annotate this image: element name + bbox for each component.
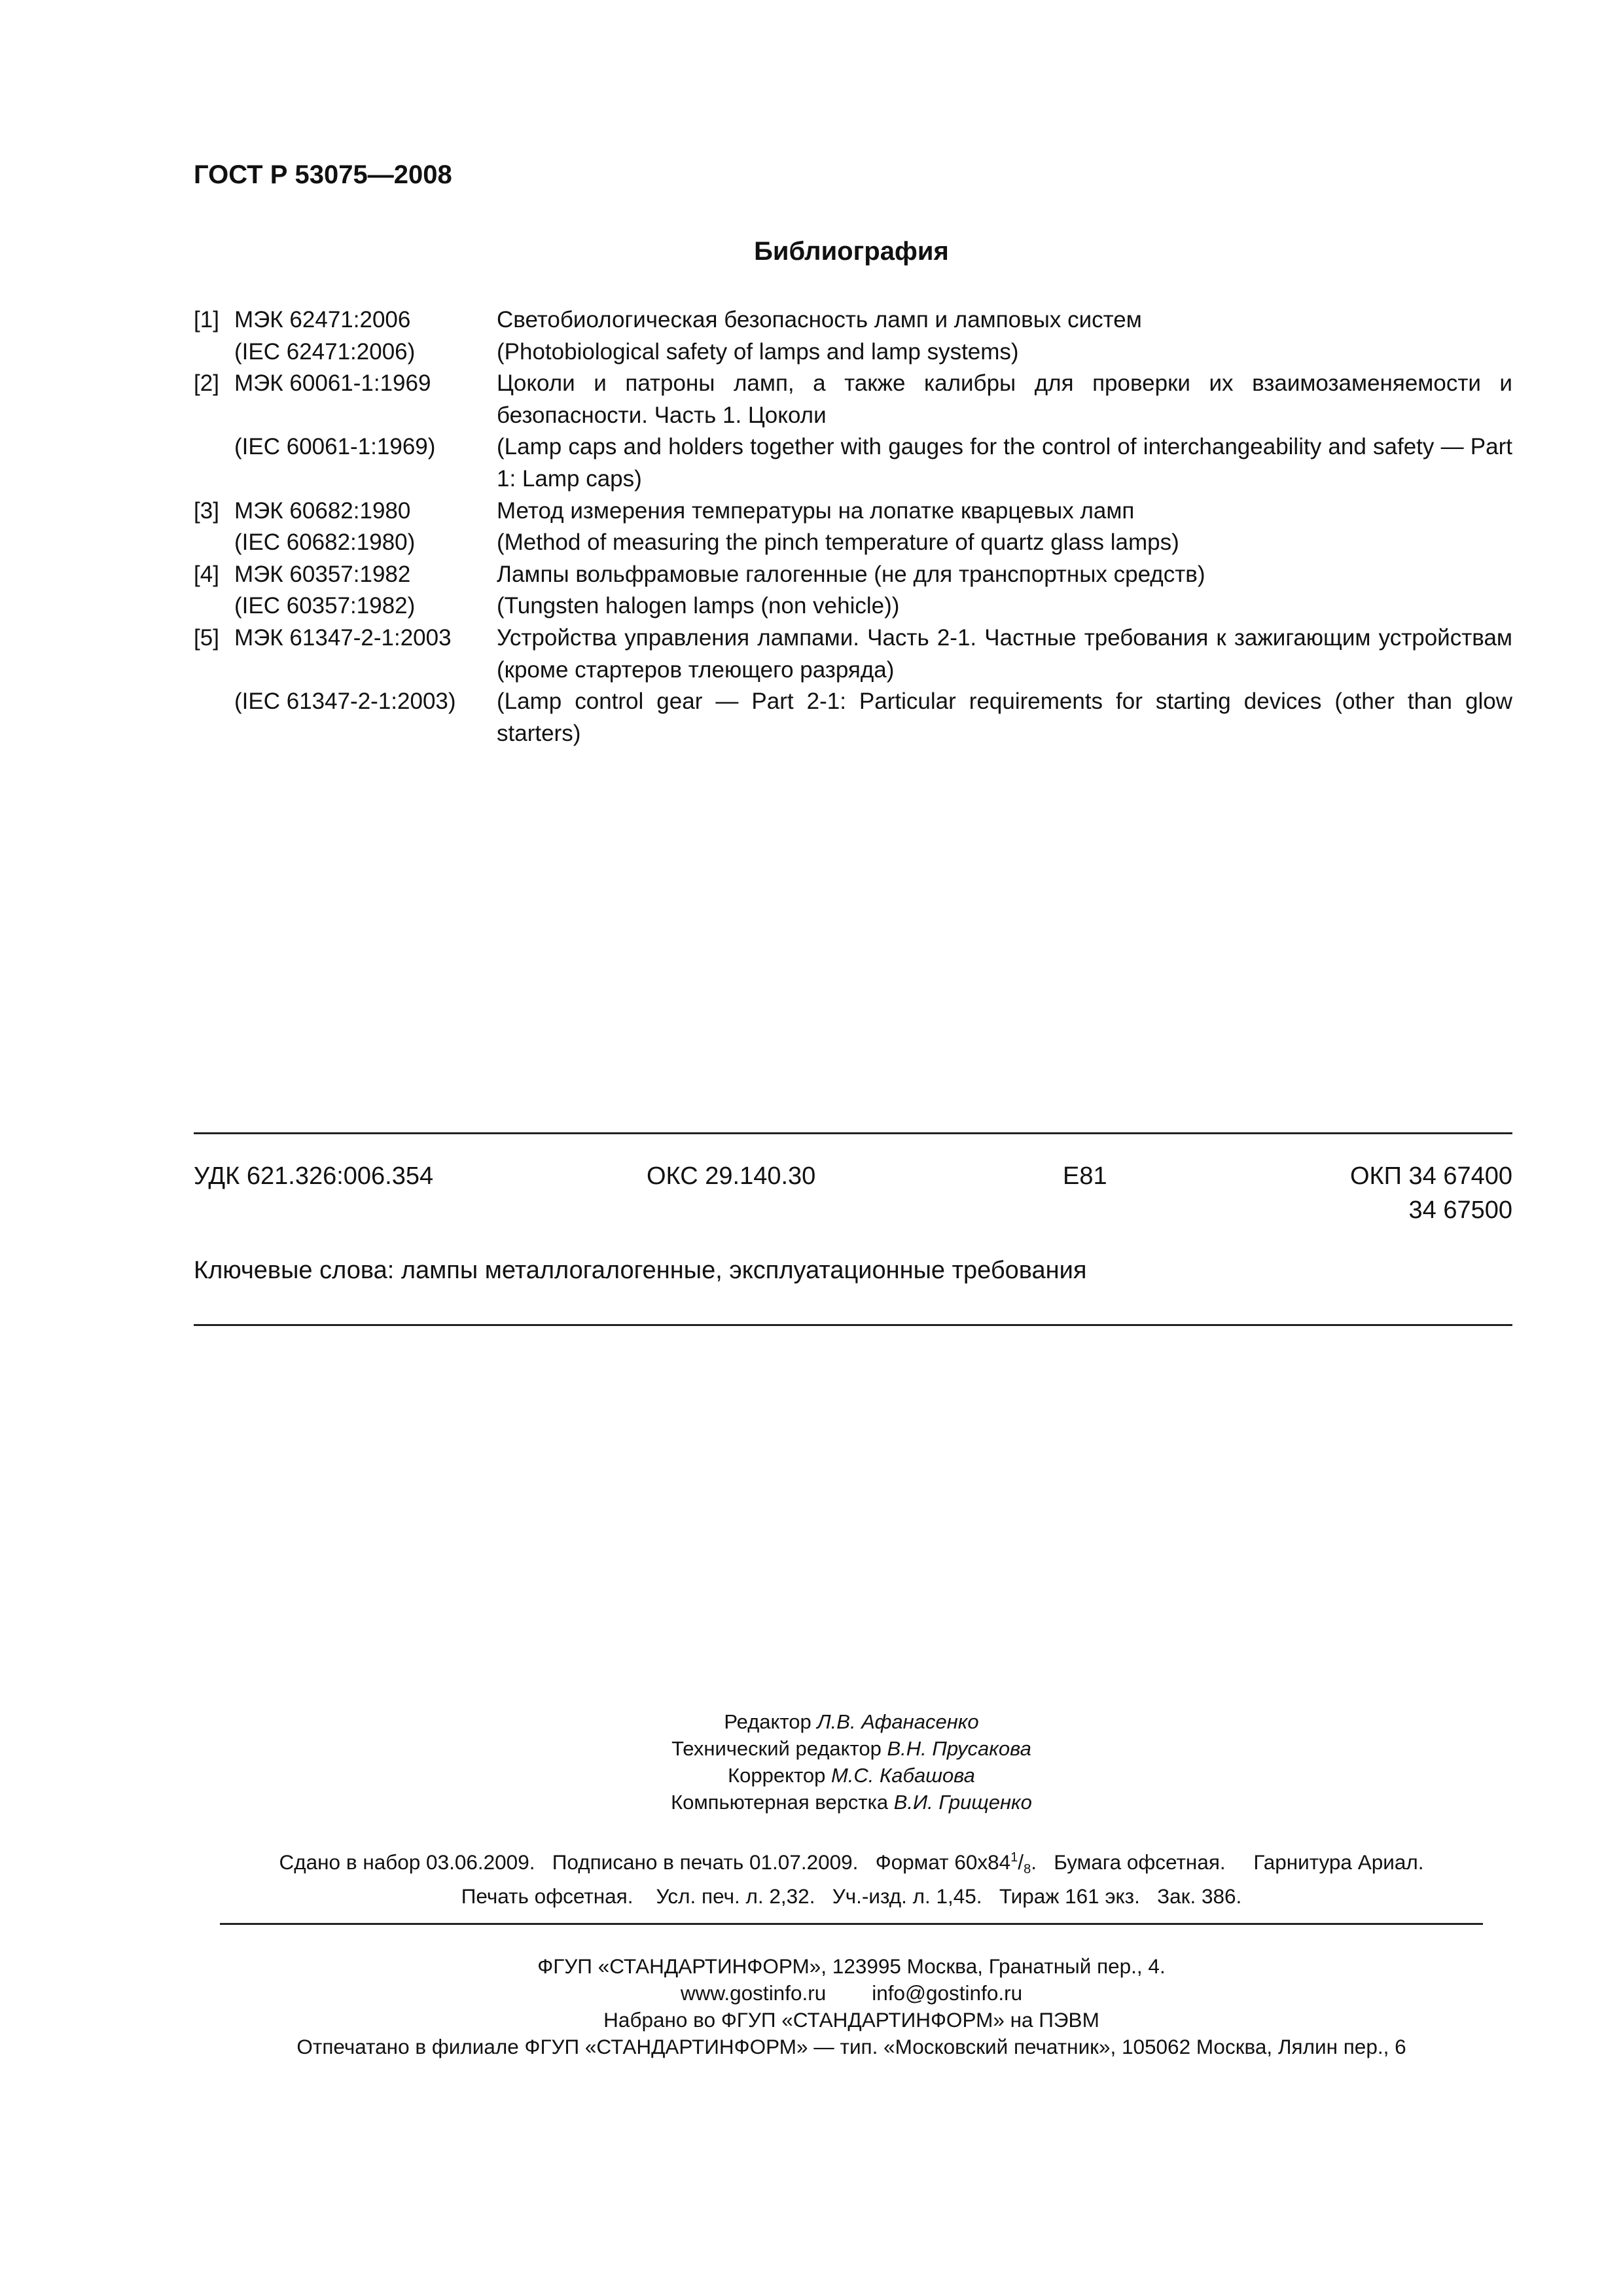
bib-description-original: (Lamp caps and holders together with gauges for the control of interchangeability and safety — Part 1: Lamp caps) [497, 434, 1512, 492]
keywords: Ключевые слова: лампы металлогалогенные, эксплуатационные требования [194, 1257, 1087, 1284]
corrector-name: М.С. Кабашова [830, 1764, 975, 1787]
bib-reference: МЭК 60061-1:1969 [234, 370, 431, 397]
bib-description: Светобиологическая безопасность ламп и ламповых систем [497, 307, 1142, 332]
print-info-line-1 [0, 1844, 1623, 1883]
editor-label: Редактор [724, 1710, 812, 1733]
signed-date: Подписано в печать 01.07.2009. [552, 1850, 859, 1874]
bib-description: Лампы вольфрамовые галогенные (не для транспортных средств) [497, 561, 1205, 587]
bib-entry-original [194, 590, 1512, 622]
bib-reference-original: (IEC 61347-2-1:2003) [234, 689, 456, 715]
tech-editor-name: В.Н. Прусакова [887, 1737, 1031, 1760]
bib-description: Цоколи и патроны ламп, а также калибры для проверки их взаимозаменяемости и безопасности. Часть 1. Цоколи [497, 370, 1512, 428]
printed-info: Отпечатано в филиале ФГУП «СТАНДАРТИНФОРМ» — тип. «Московский печатник», 105062 Москва, Лялин пер., 6 [296, 2035, 1406, 2058]
bib-reference: МЭК 60357:1982 [234, 561, 411, 587]
bib-entry-original [194, 527, 1512, 559]
bib-reference-original: (IEC 60061-1:1969) [234, 434, 436, 460]
format-info: Формат $60x84^1/_8$. [875, 1850, 1037, 1876]
oks-code: ОКС 29.140.30 [647, 1162, 816, 1190]
udk-code: УДК 621.326:006.354 [194, 1162, 434, 1190]
bibliography-list [194, 304, 1512, 749]
group-code: Е81 [1063, 1162, 1107, 1190]
tech-editor-line [0, 1735, 1623, 1762]
bib-description-original: (Method of measuring the pinch temperature of quartz glass lamps) [497, 529, 1179, 556]
layout-name: В.И. Грищенко [893, 1791, 1032, 1814]
okp-code-1: ОКП 34 67400 [1349, 1162, 1512, 1190]
bib-reference-original: (IEC 60682:1980) [234, 529, 416, 556]
bib-entry [194, 495, 1512, 528]
order-info: Зак. 386. [1157, 1884, 1242, 1908]
corrector-line [0, 1762, 1623, 1789]
corrector-label: Корректор [728, 1764, 826, 1787]
bib-entry-original [194, 686, 1512, 749]
divider [220, 1923, 1483, 1925]
layout-line [0, 1789, 1623, 1816]
layout-label: Компьютерная верстка [671, 1791, 889, 1814]
sheets-info: Усл. печ. л. 2,32. [656, 1884, 815, 1908]
print-type: Печать офсетная. [461, 1884, 633, 1908]
typeface-info: Гарнитура Ариал. [1253, 1850, 1424, 1874]
bib-reference-original: (IEC 62471:2006) [234, 338, 416, 365]
print-info [0, 1844, 1623, 1910]
bib-description-original: (Photobiological safety of lamps and lamp systems) [497, 338, 1019, 365]
publisher-email: info@gostinfo.ru [872, 1981, 1023, 2005]
bib-description: Метод измерения температуры на лопатке кварцевых ламп [497, 497, 1135, 524]
circulation-info: Тираж 161 экз. [999, 1884, 1140, 1908]
bib-entry [194, 368, 1512, 431]
okp-code-2: 34 67500 [1408, 1196, 1512, 1224]
format-prefix: Формат 60x84 [875, 1850, 1011, 1874]
editor-name: Л.В. Афанасенко [817, 1710, 979, 1733]
bib-reference: МЭК 61347-2-1:2003 [234, 624, 452, 651]
publisher-website: www.gostinfo.ru [680, 1981, 827, 2005]
bib-entry-original [194, 431, 1512, 495]
credits-block [0, 1708, 1623, 1816]
bib-entry-original [194, 336, 1512, 368]
okp-codes [1350, 1159, 1512, 1227]
bib-number: [5] [194, 624, 219, 651]
typeset-info: Набрано во ФГУП «СТАНДАРТИНФОРМ» на ПЭВМ [603, 2008, 1099, 2032]
bib-description-original: (Lamp control gear — Part 2-1: Particular requirements for starting devices (other than glow starters) [497, 689, 1512, 746]
bib-reference: МЭК 60682:1980 [234, 497, 411, 524]
bib-entry [194, 304, 1512, 336]
bib-entry [194, 559, 1512, 591]
publisher-block [0, 1953, 1623, 2060]
bibliography-title: Библиография [754, 237, 949, 266]
bib-number: [1] [194, 307, 219, 332]
bib-number: [2] [194, 370, 219, 397]
divider [194, 1324, 1512, 1326]
bib-reference: МЭК 62471:2006 [234, 307, 411, 332]
bib-entry [194, 622, 1512, 686]
format-sub: 8 [1024, 1862, 1031, 1876]
bib-number: [4] [194, 561, 219, 587]
publisher-address: ФГУП «СТАНДАРТИНФОРМ», 123995 Москва, Гранатный пер., 4. [537, 1954, 1166, 1978]
format-sup: 1 [1010, 1850, 1018, 1865]
tech-editor-label: Технический редактор [671, 1737, 882, 1760]
bib-number: [3] [194, 497, 219, 524]
document-code: ГОСТ Р 53075—2008 [194, 160, 452, 189]
editor-line [0, 1708, 1623, 1735]
bib-reference-original: (IEC 60357:1982) [234, 593, 416, 619]
print-info-line-2 [0, 1883, 1623, 1910]
paper-info: Бумага офсетная. [1054, 1850, 1226, 1874]
format-suffix: . [1031, 1850, 1037, 1874]
pub-sheets-info: Уч.-изд. л. 1,45. [832, 1884, 982, 1908]
sent-date: Сдано в набор 03.06.2009. [279, 1850, 535, 1874]
divider [194, 1132, 1512, 1134]
bib-description-original: (Tungsten halogen lamps (non vehicle)) [497, 593, 900, 619]
bib-description: Устройства управления лампами. Часть 2-1. Частные требования к зажигающим устройствам (кроме стартеров тлеющего разряда) [497, 624, 1512, 683]
publisher-contacts [0, 1980, 1623, 2007]
